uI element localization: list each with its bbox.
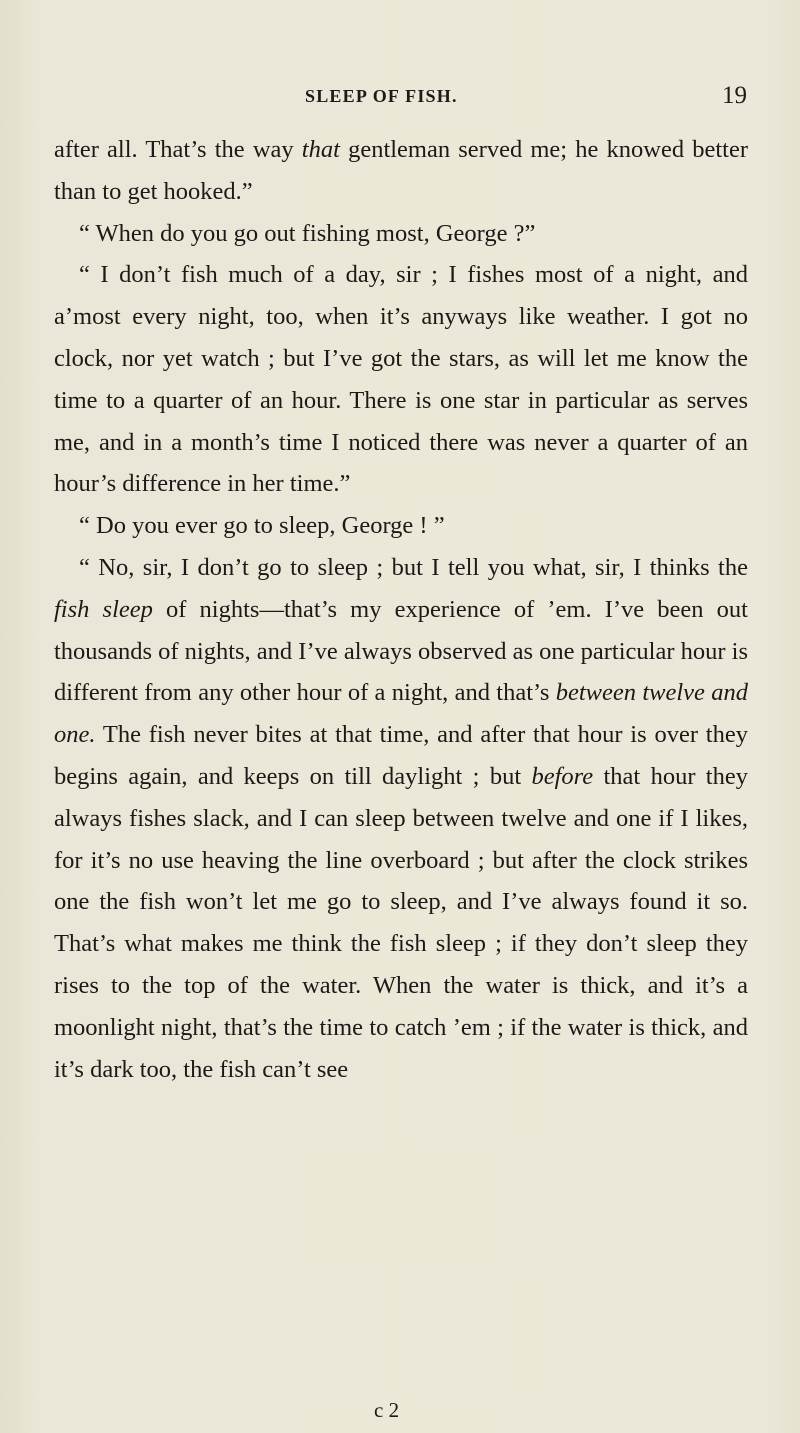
text-run: gentleman served me; he knowed better than to get hooked.” xyxy=(54,136,749,205)
paragraph xyxy=(54,254,748,505)
paragraph xyxy=(54,547,748,1090)
paragraph xyxy=(54,213,748,255)
text-run: of nights—that’s my experience of ’em. I’ve been out thousands of nights, and I’ve always observed as one particular hour is different from any other hour of a night, and that’s xyxy=(54,595,748,707)
text-run: “ Do you ever go to sleep, George ! ” xyxy=(79,512,445,540)
body-text xyxy=(54,129,748,1090)
italic-run: that xyxy=(301,136,340,163)
text-run: “ I don’t fish much of a day, sir ; I fishes most of a night, and a’most every night, too, when it’s anyways like weather. I got no clock, nor yet watch ; but I’ve got the stars, as will let me know the time to a quarter of an hour. There is one star in particular as serves me, and in a month’s time I noticed there was never a quarter of an hour’s difference in her time.” xyxy=(54,261,748,498)
text-run: The fish never bites at that time, and after that hour is over they begins again, and keeps on till daylight ; but xyxy=(54,721,748,790)
italic-run: between twelve and one. xyxy=(54,679,748,749)
paragraph xyxy=(54,505,748,547)
text-run: “ No, sir, I don’t go to sleep ; but I tell you what, sir, I thinks the xyxy=(79,553,748,581)
running-head: SLEEP OF FISH. xyxy=(305,86,458,106)
page-number: 19 xyxy=(722,82,747,109)
italic-run: before xyxy=(531,762,594,790)
text-run: that hour they always fishes slack, and I can sleep between twelve and one if I likes, for it’s no use heaving the line overboard ; but after the clock strikes one the fish won’t let me go to sleep, and I’ve always found it so. That’s what makes me think the fish sleep ; if they don’t sleep they rises to the top of the water. When the water is thick, and it’s a moonlight night, that’s the time to catch ’em ; if the water is thick, and it’s dark too, the fish can’t see xyxy=(54,762,748,1083)
paragraph xyxy=(54,129,748,213)
signature-mark: c 2 xyxy=(374,1398,400,1422)
page-header xyxy=(0,82,800,112)
text-run: after all. That’s the way xyxy=(54,136,302,163)
text-run: “ When do you go out fishing most, George ?” xyxy=(79,219,536,247)
italic-run: fish sleep xyxy=(54,595,153,623)
